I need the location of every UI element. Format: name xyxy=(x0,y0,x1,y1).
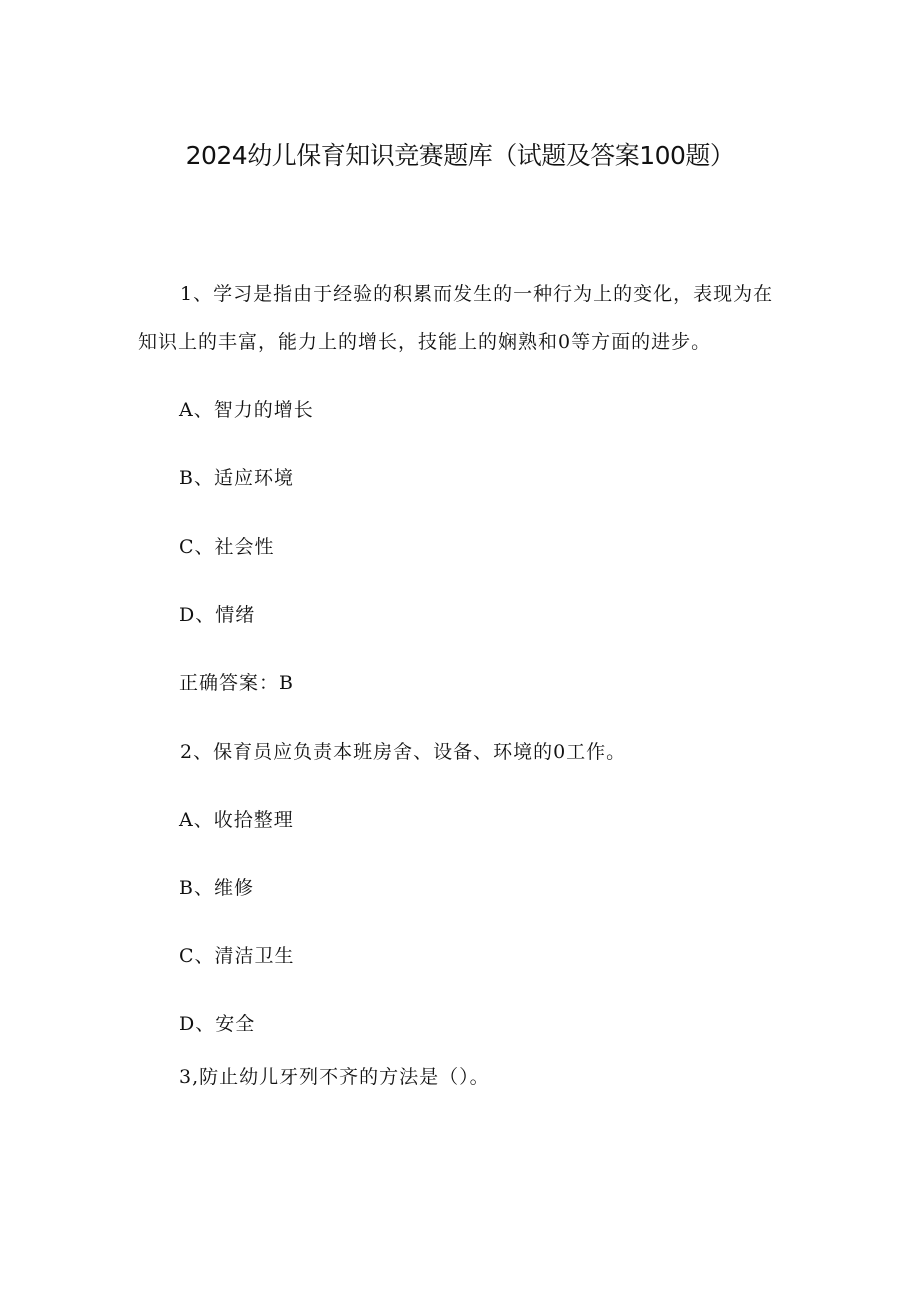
question-3-text: 3,防止幼儿牙列不齐的方法是（）。 xyxy=(179,1066,490,1088)
question-2-option-c: C、清洁卫生 xyxy=(179,945,295,967)
question-1-text-line-1: 1、学习是指由于经验的积累而发生的一种行为上的变化，表现为在 xyxy=(180,283,774,305)
question-1-option-a: A、智力的增长 xyxy=(179,399,314,421)
question-2-option-a: A、收拾整理 xyxy=(179,809,294,831)
question-2-text: 2、保育员应负责本班房舍、设备、环境的0工作。 xyxy=(180,741,627,763)
question-1-answer: 正确答案：B xyxy=(179,672,294,694)
question-2-option-d: D、安全 xyxy=(179,1013,256,1035)
question-1-option-d: D、情绪 xyxy=(179,604,256,626)
document-title: 2024幼儿保育知识竞赛题库（试题及答案100题） xyxy=(185,141,735,170)
question-1-text-line-2: 知识上的丰富，能力上的增长，技能上的娴熟和0等方面的进步。 xyxy=(138,331,712,353)
question-1-option-c: C、社会性 xyxy=(179,536,275,558)
question-2-option-b: B、维修 xyxy=(179,877,254,899)
question-1-option-b: B、适应环境 xyxy=(179,467,294,489)
